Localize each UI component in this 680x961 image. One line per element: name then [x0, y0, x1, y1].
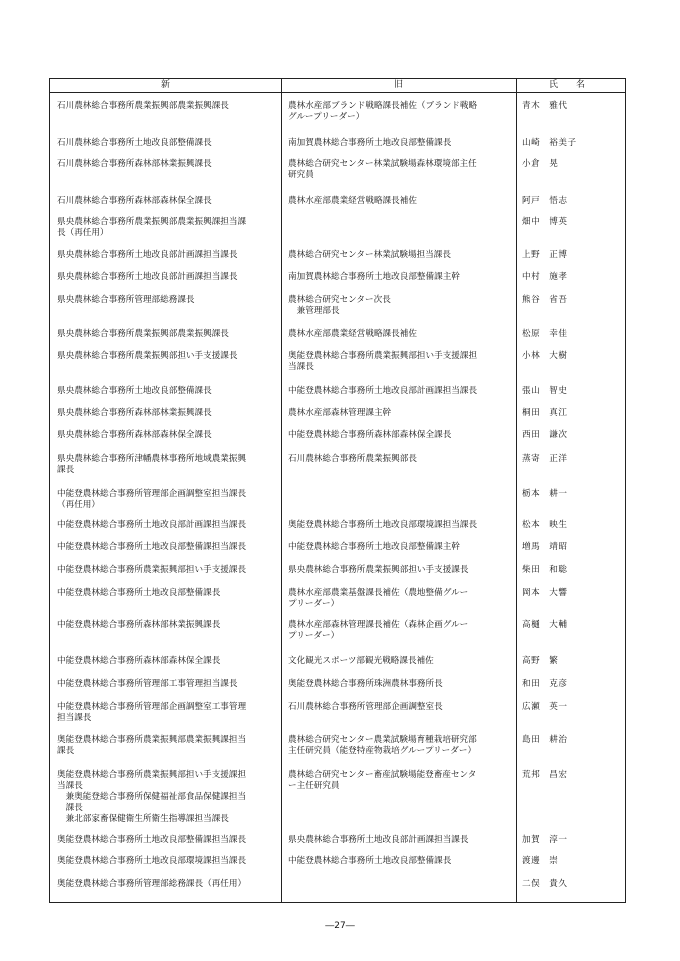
new-position: 県央農林総合事務所管理部総務課長 — [57, 295, 195, 305]
person-name: 荒邦 昌宏 — [522, 770, 568, 780]
personnel-table — [49, 78, 626, 903]
new-position: 県央農林総合事務所農業振興部農業振興課担当課 長（再任用） — [57, 217, 247, 238]
person-name: 島田 耕治 — [522, 735, 568, 745]
old-position: 農林水産部農業経営戦略課長補佐 — [288, 196, 417, 206]
old-position: 農林水産部森林管理課長補佐（森林企画グルー プリーダー） — [288, 620, 469, 641]
header-old: 旧 — [393, 80, 403, 90]
new-position: 県央農林総合事務所森林部森林保全課長 — [57, 430, 212, 440]
new-position: 県央農林総合事務所土地改良部計画課担当課長 — [57, 250, 238, 260]
person-name: 二俣 貴久 — [522, 879, 568, 889]
old-position: 県央農林総合事務所農業振興部担い手支援課長 — [288, 565, 469, 575]
old-position: 南加賀農林総合事務所土地改良部整備課主幹 — [288, 272, 460, 282]
person-name: 広瀬 英一 — [522, 702, 568, 712]
old-position: 南加賀農林総合事務所土地改良部整備課長 — [288, 138, 452, 148]
person-name: 小倉 晃 — [522, 159, 559, 169]
old-position: 文化観光スポーツ部観光戦略課長補佐 — [288, 656, 434, 666]
new-position: 県央農林総合事務所津幡農林事務所地域農業振興 課長 — [57, 454, 247, 475]
new-position: 奥能登農林総合事務所農業振興部担い手支援課担 当課長 兼奥能登総合事務所保健福祉部食品保健課担当 課長 兼北部家畜保健衛生所衛生指導課担当課長 — [57, 770, 247, 824]
old-position: 農林水産部農業基盤課長補佐（農地整備グルー プリーダー） — [288, 588, 469, 609]
old-position: 農林総合研究センター次長 兼管理部長 — [288, 295, 391, 316]
new-position: 中能登農林総合事務所土地改良部整備課長 — [57, 588, 221, 598]
old-position: 奥能登農林総合事務所珠洲農林事務所長 — [288, 679, 443, 689]
new-position: 石川農林総合事務所森林部林業振興課長 — [57, 159, 212, 169]
new-position: 県央農林総合事務所土地改良部整備課長 — [57, 386, 212, 396]
person-name: 中村 施孝 — [522, 272, 568, 282]
person-name: 小林 大樹 — [522, 351, 568, 361]
person-name: 桐田 真江 — [522, 408, 568, 418]
new-position: 県央農林総合事務所農業振興部担い手支援課長 — [57, 351, 238, 361]
person-name: 岡本 大響 — [522, 588, 568, 598]
new-position: 中能登農林総合事務所土地改良部計画課担当課長 — [57, 520, 247, 530]
old-position: 農林水産部農業経営戦略課長補佐 — [288, 329, 417, 339]
new-position: 奥能登農林総合事務所農業振興部農業振興課担当 課長 — [57, 735, 247, 756]
old-position: 農林総合研究センター林業試験場担当課長 — [288, 250, 451, 260]
person-name: 加賀 淳一 — [522, 835, 568, 845]
person-name: 阿戸 悟志 — [522, 196, 568, 206]
person-name: 栃本 耕一 — [522, 489, 568, 499]
table-header — [50, 79, 625, 93]
old-position: 石川農林総合事務所農業振興部長 — [288, 454, 417, 464]
new-position: 石川農林総合事務所土地改良部整備課長 — [57, 138, 212, 148]
new-position: 中能登農林総合事務所森林部林業振興課長 — [57, 620, 221, 630]
column-divider — [281, 79, 282, 902]
old-position: 奥能登農林総合事務所農業振興部担い手支援課担 当課長 — [288, 351, 478, 372]
person-name: 高樋 大輔 — [522, 620, 568, 630]
person-name: 和田 克彦 — [522, 679, 568, 689]
new-position: 中能登農林総合事務所管理部工事管理担当課長 — [57, 679, 238, 689]
person-name: 上野 正博 — [522, 250, 568, 260]
old-position: 農林水産部森林管理課主幹 — [288, 408, 392, 418]
new-position: 石川農林総合事務所農業振興部農業振興課長 — [57, 101, 229, 111]
old-position: 奥能登農林総合事務所土地改良部環境課担当課長 — [288, 520, 478, 530]
old-position: 県央農林総合事務所土地改良部計画課担当課長 — [288, 835, 469, 845]
page-number: ―27― — [325, 921, 355, 931]
header-new: 新 — [160, 80, 170, 90]
new-position: 県央農林総合事務所土地改良部計画課担当課長 — [57, 272, 238, 282]
person-name: 松原 幸佳 — [522, 329, 568, 339]
person-name: 柴田 和聡 — [522, 565, 568, 575]
person-name: 増馬 靖昭 — [522, 542, 568, 552]
new-position: 中能登農林総合事務所土地改良部整備課担当課長 — [57, 542, 247, 552]
old-position: 農林総合研究センター畜産試験場能登畜産センタ ー主任研究員 — [288, 770, 477, 791]
new-position: 県央農林総合事務所森林部林業振興課長 — [57, 408, 212, 418]
old-position: 中能登農林総合事務所土地改良部整備課主幹 — [288, 542, 460, 552]
person-name: 山崎 裕美子 — [522, 138, 577, 148]
old-position: 中能登農林総合事務所森林部森林保全課長 — [288, 430, 452, 440]
person-name: 張山 智史 — [522, 386, 568, 396]
new-position: 奥能登農林総合事務所土地改良部環境課担当課長 — [57, 856, 247, 866]
new-position: 中能登農林総合事務所管理部企画調整室工事管理 担当課長 — [57, 702, 247, 723]
old-position: 中能登農林総合事務所土地改良部整備課長 — [288, 856, 452, 866]
person-name: 蒸寄 正洋 — [522, 454, 568, 464]
old-position: 農林総合研究センター農業試験場育種栽培研究部 主任研究員（能登特産物栽培グループリーダー） — [288, 735, 477, 756]
new-position: 中能登農林総合事務所森林部森林保全課長 — [57, 656, 221, 666]
person-name: 熊谷 省吾 — [522, 295, 568, 305]
old-position: 農林水産部ブランド戦略課長補佐（ブランド戦略 グループリーダー） — [288, 101, 478, 122]
new-position: 中能登農林総合事務所農業振興部担い手支援課長 — [57, 565, 247, 575]
person-name: 渡邊 崇 — [522, 856, 559, 866]
new-position: 石川農林総合事務所森林部森林保全課長 — [57, 196, 212, 206]
new-position: 中能登農林総合事務所管理部企画調整室担当課長 （再任用） — [57, 489, 247, 510]
header-name: 氏名 — [548, 80, 603, 90]
person-name: 青木 雅代 — [522, 101, 568, 111]
person-name: 西田 謙次 — [522, 430, 568, 440]
person-name: 高野 繁 — [522, 656, 559, 666]
person-name: 畑中 博英 — [522, 217, 568, 227]
old-position: 農林総合研究センター林業試験場森林環境部主任 研究員 — [288, 159, 477, 180]
person-name: 松本 映生 — [522, 520, 568, 530]
column-divider — [516, 79, 517, 902]
new-position: 県央農林総合事務所農業振興部農業振興課長 — [57, 329, 229, 339]
old-position: 中能登農林総合事務所土地改良部計画課担当課長 — [288, 386, 478, 396]
new-position: 奥能登農林総合事務所土地改良部整備課担当課長 — [57, 835, 247, 845]
new-position: 奥能登農林総合事務所管理部総務課長（再任用） — [57, 879, 247, 889]
old-position: 石川農林総合事務所管理部企画調整室長 — [288, 702, 443, 712]
